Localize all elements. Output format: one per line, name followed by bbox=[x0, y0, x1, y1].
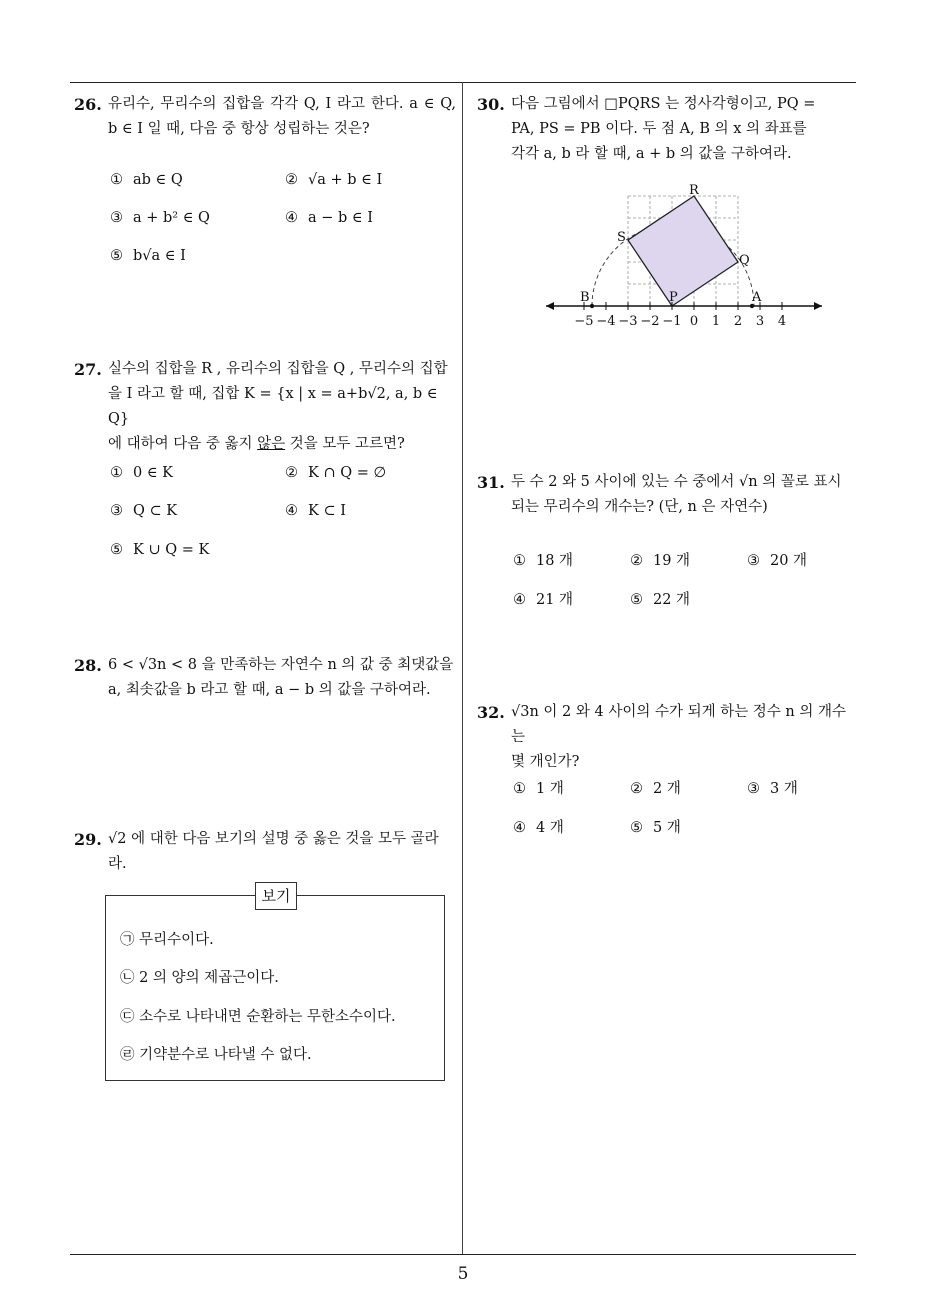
option-1[interactable] bbox=[110, 465, 173, 481]
option-marker: ① bbox=[513, 781, 526, 797]
option-1[interactable] bbox=[513, 777, 564, 798]
problem-stem bbox=[477, 470, 859, 520]
option-text: a − b ∈ I bbox=[308, 210, 373, 226]
option-marker: ① bbox=[513, 553, 526, 569]
problem-31 bbox=[477, 470, 859, 520]
option-2[interactable] bbox=[285, 465, 386, 481]
tick-label: −3 bbox=[618, 314, 638, 329]
option-text: 2 개 bbox=[653, 781, 681, 797]
option-4[interactable] bbox=[513, 588, 573, 609]
stem-line: 을 I 라고 할 때, 집합 K = {x | x = a+b√2, a, b ∈ Q} bbox=[108, 386, 438, 427]
tick-label: −4 bbox=[596, 314, 616, 329]
problem-stem bbox=[477, 700, 859, 775]
problem-stem bbox=[477, 92, 859, 167]
option-marker: ③ bbox=[747, 781, 760, 797]
stem-line: 몇 개인가? bbox=[511, 754, 580, 770]
option-text: K ∪ Q = K bbox=[133, 542, 210, 558]
problem-number: 30. bbox=[477, 95, 505, 114]
option-text: a + b² ∈ Q bbox=[133, 210, 210, 226]
problem-32 bbox=[477, 700, 859, 775]
option-marker: ⑤ bbox=[630, 592, 643, 608]
option-text: 19 개 bbox=[653, 553, 691, 569]
top-rule bbox=[70, 82, 856, 83]
stem-text: 에 대하여 다음 중 옳지 bbox=[108, 436, 258, 452]
point-b-dot bbox=[590, 304, 594, 308]
option-marker: ① bbox=[110, 172, 123, 188]
option-5[interactable] bbox=[630, 588, 690, 609]
option-4[interactable] bbox=[513, 816, 564, 837]
option-4[interactable] bbox=[285, 210, 373, 226]
arrow-right-icon bbox=[814, 302, 822, 310]
option-marker: ② bbox=[630, 553, 643, 569]
problem-stem bbox=[74, 357, 456, 457]
label-b: B bbox=[580, 290, 590, 305]
tick-label: 1 bbox=[711, 314, 721, 329]
option-text: K ∩ Q = ∅ bbox=[308, 465, 387, 481]
stem-line: 실수의 집합을 R , 유리수의 집합을 Q , 무리수의 집합 bbox=[108, 361, 448, 377]
problem-27 bbox=[74, 357, 456, 457]
underlined-word: 않은 bbox=[257, 436, 286, 452]
stem-line: 각각 a, b 라 할 때, a + b 의 값을 구하여라. bbox=[511, 146, 792, 162]
page-number: 5 bbox=[457, 1264, 469, 1284]
bogi-item-2[interactable]: ㉡ 2 의 양의 제곱근이다. bbox=[120, 970, 279, 986]
option-marker: ③ bbox=[110, 210, 123, 226]
option-2[interactable] bbox=[630, 549, 690, 570]
option-text: 3 개 bbox=[770, 781, 798, 797]
option-3[interactable] bbox=[110, 503, 177, 519]
problem-number: 28. bbox=[74, 656, 102, 675]
option-3[interactable] bbox=[110, 210, 210, 226]
bogi-item-4[interactable]: ㉣ 기약분수로 나타낼 수 없다. bbox=[120, 1047, 312, 1063]
option-marker: ③ bbox=[110, 503, 123, 519]
option-4[interactable] bbox=[285, 503, 346, 519]
tick-label: −5 bbox=[574, 314, 594, 329]
problem-stem: 유리수, 무리수의 집합을 각각 Q, I 라고 한다. a ∈ Q, b ∈ I 일 때, 다음 중 항상 성립하는 것은? bbox=[108, 96, 456, 137]
stem-line bbox=[108, 432, 456, 457]
option-marker: ① bbox=[110, 465, 123, 481]
option-2[interactable] bbox=[285, 172, 382, 188]
stem-line: 두 수 2 와 5 사이에 있는 수 중에서 √n 의 꼴로 표시 bbox=[511, 474, 842, 490]
tick-label: −2 bbox=[640, 314, 660, 329]
tick-label: 2 bbox=[733, 314, 743, 329]
tick-label: 0 bbox=[689, 314, 699, 329]
tick-label: 4 bbox=[777, 314, 787, 329]
arrow-left-icon bbox=[546, 302, 554, 310]
bottom-rule bbox=[70, 1254, 856, 1255]
label-q: Q bbox=[739, 253, 750, 268]
column-divider bbox=[462, 82, 463, 1254]
option-marker: ② bbox=[285, 465, 298, 481]
stem-line: 다음 그림에서 □PQRS 는 정사각형이고, PQ = bbox=[511, 96, 816, 112]
label-s: S bbox=[617, 230, 626, 245]
option-marker: ③ bbox=[747, 553, 760, 569]
label-a: A bbox=[752, 290, 762, 305]
problem-26 bbox=[74, 92, 456, 142]
problem-29 bbox=[74, 827, 456, 877]
option-1[interactable] bbox=[110, 172, 183, 188]
stem-line: √3n 이 2 와 4 사이의 수가 되게 하는 정수 n 의 개수는 bbox=[511, 704, 847, 745]
label-r: R bbox=[689, 183, 699, 198]
option-2[interactable] bbox=[630, 777, 681, 798]
problem-30 bbox=[477, 92, 859, 167]
option-text: √a + b ∈ I bbox=[308, 172, 383, 188]
label-p: P bbox=[669, 290, 678, 305]
option-text: 18 개 bbox=[536, 553, 574, 569]
option-text: 4 개 bbox=[536, 820, 564, 836]
option-3[interactable] bbox=[747, 777, 798, 798]
option-marker: ④ bbox=[285, 503, 298, 519]
option-5[interactable] bbox=[630, 816, 681, 837]
option-text: K ⊂ I bbox=[308, 503, 346, 519]
square-pqrs bbox=[628, 196, 738, 306]
problem-number: 31. bbox=[477, 473, 505, 492]
option-marker: ④ bbox=[513, 820, 526, 836]
option-1[interactable] bbox=[513, 549, 573, 570]
problem-stem bbox=[74, 827, 456, 877]
stem-line: PA, PS = PB 이다. 두 점 A, B 의 x 의 좌표를 bbox=[511, 121, 807, 137]
option-text: 0 ∈ K bbox=[133, 465, 174, 481]
option-5[interactable] bbox=[110, 542, 209, 558]
option-text: b√a ∈ I bbox=[133, 248, 186, 264]
tick-label: 3 bbox=[755, 314, 765, 329]
option-marker: ④ bbox=[513, 592, 526, 608]
option-marker: ② bbox=[630, 781, 643, 797]
square-number-line-figure bbox=[540, 178, 830, 330]
option-text: 22 개 bbox=[653, 592, 691, 608]
stem-line: 라. bbox=[108, 856, 127, 872]
problem-28 bbox=[74, 653, 456, 703]
option-marker: ⑤ bbox=[110, 542, 123, 558]
problem-number: 32. bbox=[477, 703, 505, 722]
stem-line: 되는 무리수의 개수는? (단, n 은 자연수) bbox=[511, 499, 768, 515]
option-3[interactable] bbox=[747, 549, 807, 570]
option-text: Q ⊂ K bbox=[133, 503, 178, 519]
option-marker: ④ bbox=[285, 210, 298, 226]
problem-number: 27. bbox=[74, 360, 102, 379]
problem-stem bbox=[74, 653, 456, 703]
stem-line: a, 최솟값을 b 라고 할 때, a − b 의 값을 구하여라. bbox=[108, 682, 431, 698]
tick-label: −1 bbox=[662, 314, 682, 329]
option-marker: ⑤ bbox=[110, 248, 123, 264]
option-text: ab ∈ Q bbox=[133, 172, 183, 188]
option-marker: ② bbox=[285, 172, 298, 188]
bogi-title: 보기 bbox=[255, 882, 297, 910]
option-marker: ⑤ bbox=[630, 820, 643, 836]
option-text: 5 개 bbox=[653, 820, 681, 836]
option-text: 21 개 bbox=[536, 592, 574, 608]
option-text: 1 개 bbox=[536, 781, 564, 797]
stem-text: 것을 모두 고르면? bbox=[285, 436, 405, 452]
bogi-item-1[interactable]: ㉠ 무리수이다. bbox=[120, 932, 214, 948]
stem-line: √2 에 대한 다음 보기의 설명 중 옳은 것을 모두 골라 bbox=[108, 831, 439, 847]
problem-number: 29. bbox=[74, 830, 102, 849]
bogi-item-3[interactable]: ㉢ 소수로 나타내면 순환하는 무한소수이다. bbox=[120, 1009, 396, 1025]
option-5[interactable] bbox=[110, 248, 186, 264]
stem-line: 6 < √3n < 8 을 만족하는 자연수 n 의 값 중 최댓값을 bbox=[108, 657, 454, 673]
option-text: 20 개 bbox=[770, 553, 808, 569]
problem-number: 26. bbox=[74, 95, 102, 114]
